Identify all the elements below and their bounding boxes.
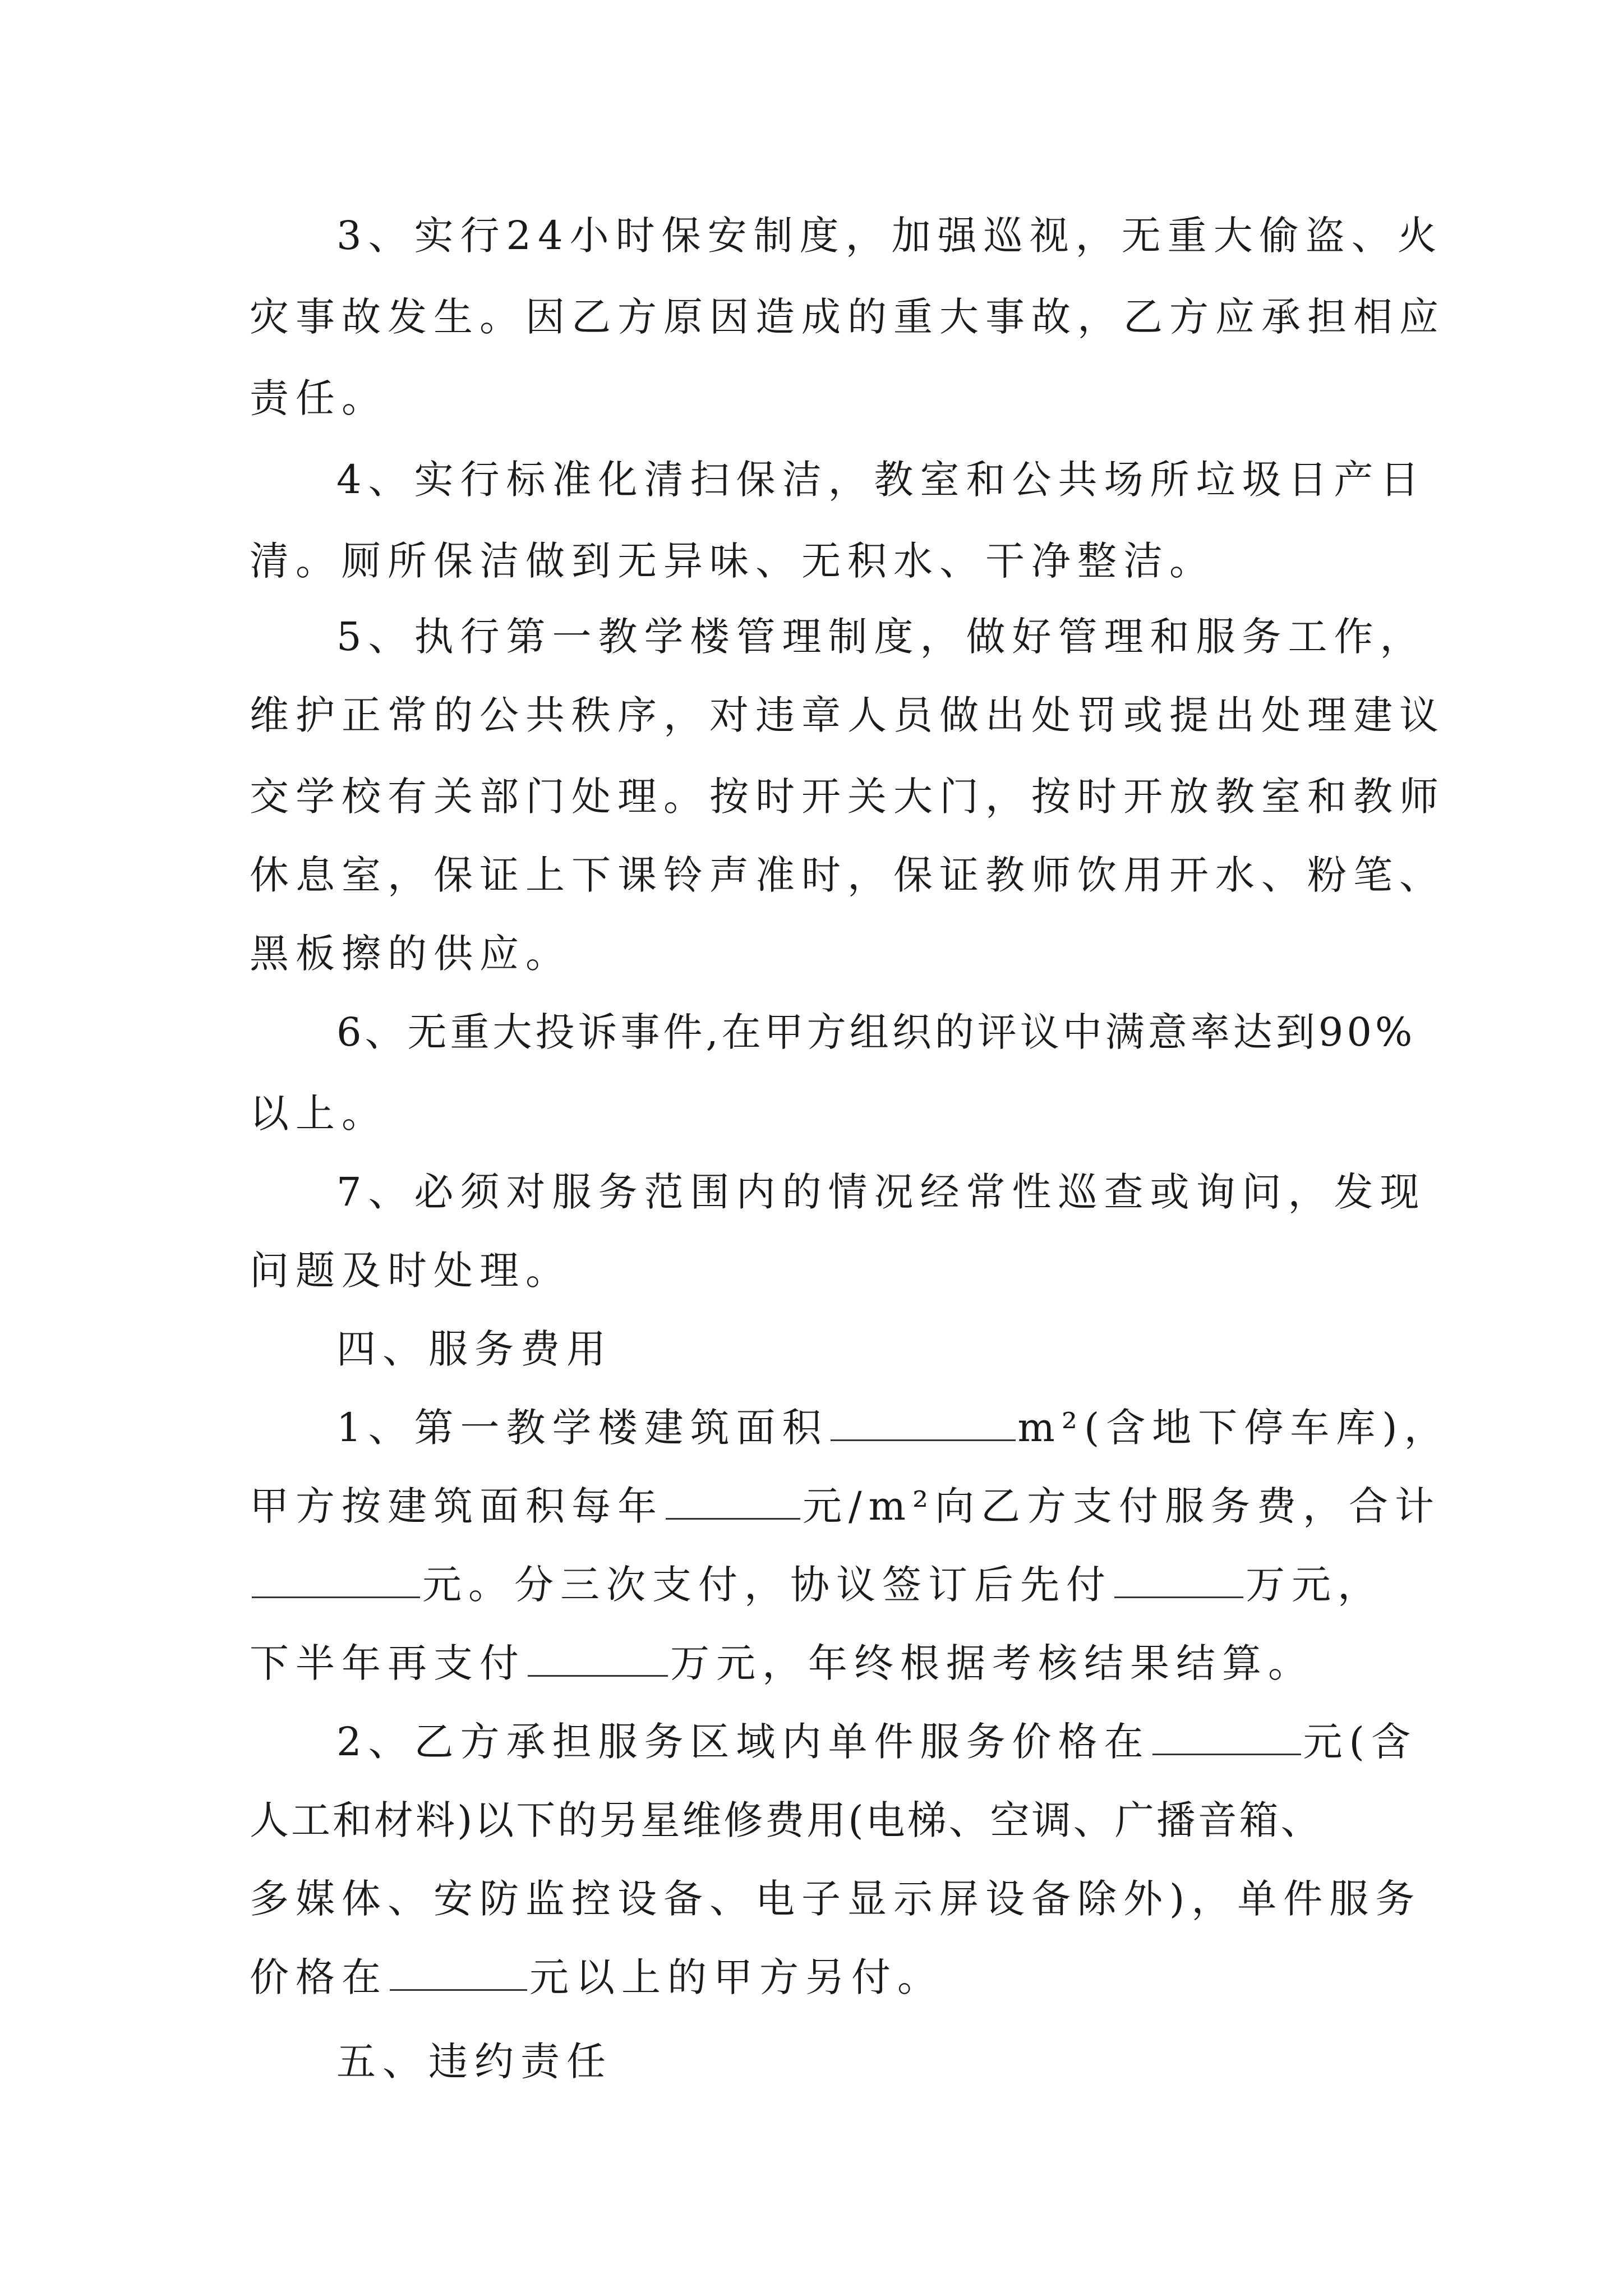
text-line: 清。厕所保洁做到无异味、无积水、干净整洁。	[250, 538, 1215, 584]
text-line: 以上。	[250, 1091, 388, 1137]
fill-blank	[528, 1636, 668, 1677]
text-segment: 1、第一教学楼建筑面积	[336, 1405, 828, 1451]
fill-blank	[666, 1479, 800, 1520]
text-line	[250, 1478, 1441, 1534]
text-line: 灾事故发生。因乙方原因造成的重大事故，乙方应承担相应	[250, 294, 1445, 340]
text-line: 休息室，保证上下课铃声准时，保证教师饮用开水、粉笔、	[250, 852, 1445, 898]
text-line	[250, 1635, 1314, 1691]
text-segment: 元以上的甲方另付。	[529, 1954, 943, 2000]
text-line: 问题及时处理。	[250, 1248, 571, 1294]
text-line: 4、实行标准化清扫保洁，教室和公共场所垃圾日产日	[336, 457, 1426, 503]
text-segment: 元(含	[1303, 1719, 1417, 1765]
fill-blank	[390, 1950, 527, 1991]
fill-blank	[831, 1400, 1016, 1441]
text-line	[250, 1949, 943, 2005]
text-line: 黑板擦的供应。	[250, 931, 571, 977]
text-segment: 元/m²向乙方支付服务费，合计	[803, 1483, 1441, 1529]
text-line: 3、实行24小时保安制度，加强巡视，无重大偷盗、火	[336, 213, 1444, 259]
text-segment: 万元，	[1246, 1562, 1384, 1608]
text-line	[336, 1714, 1417, 1770]
text-segment: 万元，年终根据考核结果结算。	[670, 1640, 1314, 1686]
text-segment: 价格在	[250, 1954, 388, 2000]
text-segment: 元。分三次支付，协议签订后先付	[422, 1562, 1112, 1608]
text-line: 责任。	[250, 375, 388, 421]
section-heading: 五、违约责任	[336, 2039, 612, 2085]
text-line	[336, 1400, 1450, 1456]
fill-blank	[1152, 1714, 1301, 1755]
text-segment: 多媒体、安防监控设备、电子显示屏设备除外)，单件服务	[250, 1876, 1422, 1922]
text-line: 7、必须对服务范围内的情况经常性巡查或询问，发现	[336, 1169, 1426, 1215]
text-line	[250, 1871, 1421, 1927]
text-segment: 甲方按建筑面积每年	[250, 1483, 663, 1529]
section-heading: 四、服务费用	[336, 1326, 612, 1372]
fill-blank	[252, 1557, 420, 1598]
text-line: 5、执行第一教学楼管理制度，做好管理和服务工作，	[336, 614, 1426, 660]
text-line	[250, 1792, 1322, 1848]
text-segment: 2、乙方承担服务区域内单件服务价格在	[336, 1719, 1150, 1765]
text-line: 交学校有关部门处理。按时开关大门，按时开放教室和教师	[250, 774, 1445, 820]
text-line: 维护正常的公共秩序，对违章人员做出处罚或提出处理建议	[250, 692, 1445, 738]
fill-blank	[1114, 1557, 1243, 1598]
text-segment: m²(含地下停车库)，	[1017, 1405, 1450, 1451]
text-segment: 人工和材料)以下的另星维修费用(电梯、空调、广播音箱、	[250, 1797, 1322, 1843]
text-line: 6、无重大投诉事件,在甲方组织的评议中满意率达到90%	[336, 1009, 1416, 1055]
text-line	[250, 1557, 1384, 1613]
text-segment: 下半年再支付	[250, 1640, 525, 1686]
